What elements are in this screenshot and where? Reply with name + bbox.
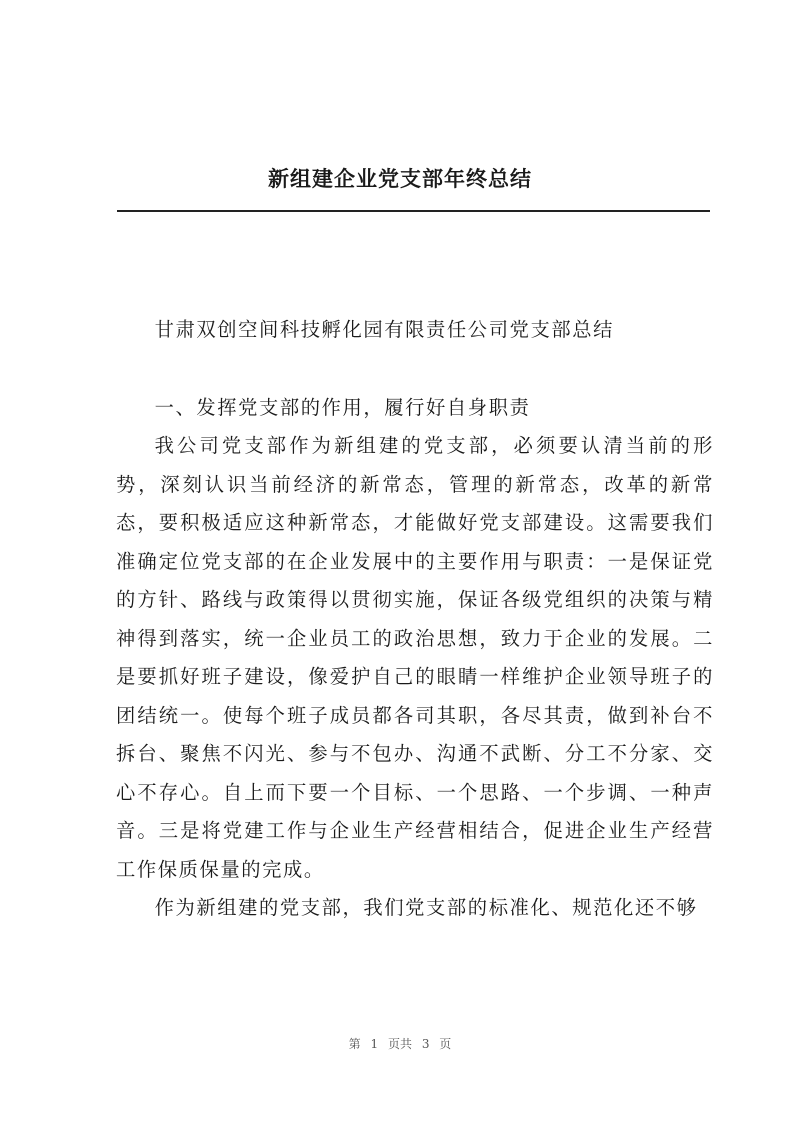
footer-prefix: 第 [348,1037,361,1051]
footer-current-page: 1 [370,1037,379,1051]
body-paragraph: 我公司党支部作为新组建的党支部，必须要认清当前的形势，深刻认识当前经济的新常态，管理的新常态，改革的新常态，要积极适应这种新常态，才能做好党支部建设。这需要我们准确定位党支部的在企业发展中的主要作用与职责：一是保证党的方针、路线与政策得以贯彻实施，保证各级党组织的决策与精神得到落实，统一企业员工的政治思想，致力于企业的发展。二是要抓好班子建设，像爱护自己的眼睛一样维护企业领导班子的团结统一。使每个班子成员都各司其职，各尽其责，做到补台不拆台、聚焦不闪光、参与不包办、沟通不武断、分工不分家、交心不存心。自上而下要一个目标、一个思路、一个步调、一种声音。三是将党建工作与企业生产经营相结合，促进企业生产经营工作保质保量的完成。 [116,434,714,881]
footer-suffix: 页 [439,1037,452,1051]
document-body [116,311,714,928]
footer-middle: 页共 [387,1037,412,1051]
company-line: 甘肃双创空间科技孵化园有限责任公司党支部总结 [154,318,614,341]
section-heading: 一、发挥党支部的作用，履行好自身职责 [154,395,531,419]
title-underline [117,210,710,212]
footer-total-pages: 3 [421,1037,430,1051]
page-footer [0,1035,800,1052]
body-paragraph: 作为新组建的党支部，我们党支部的标准化、规范化还不够 [154,896,698,919]
document-title: 新组建企业党支部年终总结 [268,167,532,191]
